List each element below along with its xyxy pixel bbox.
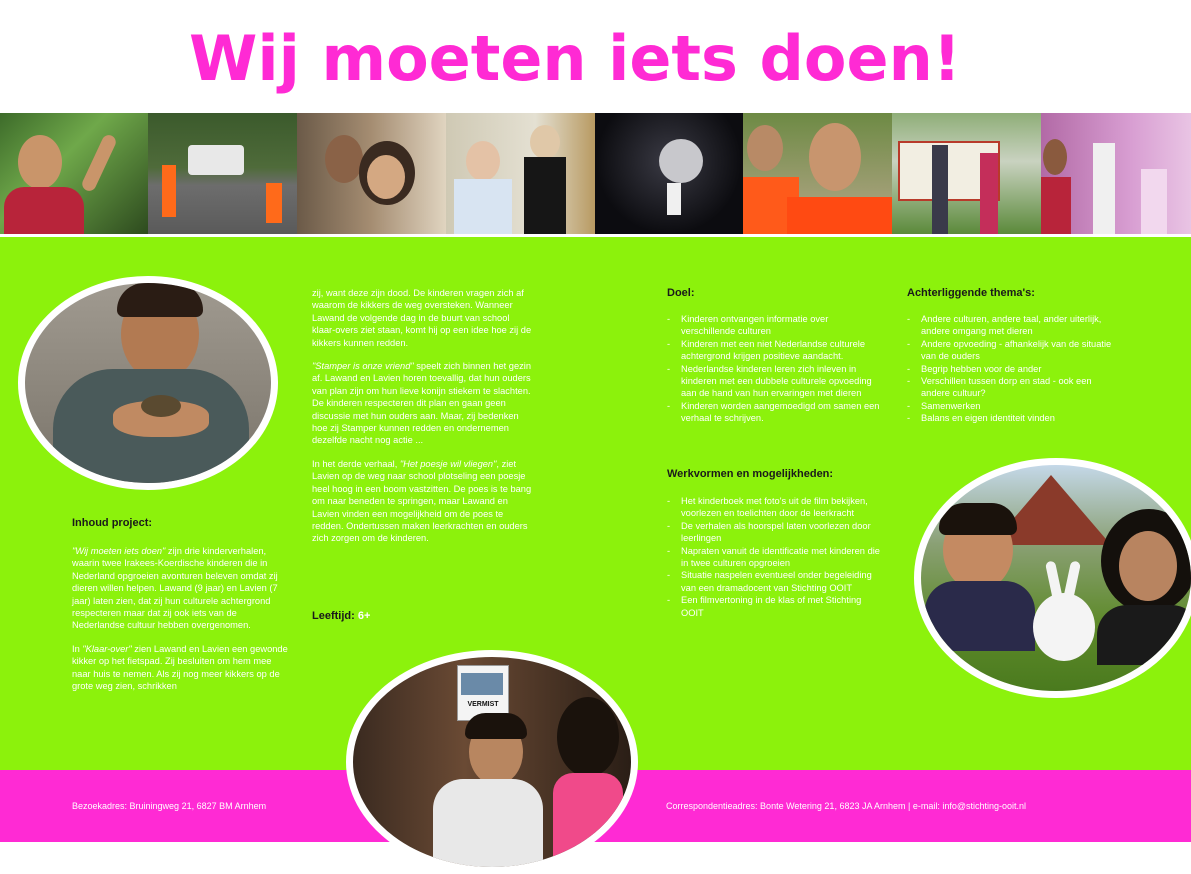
age-value: 6+ <box>357 610 371 622</box>
film-still-strip <box>0 113 1191 234</box>
story-paragraph-2: speelt zich binnen het gezin af. Lawand en Lavien horen toevallig, dat hun ouders van plan zijn om hun lieve konijn stiekem te slachten. De kinderen respecteren dit plan en gaan geen discussie met hun ouders aan. Maar, zij bedenken hoe zij Stamper kunnen redden en ondernemen dezelfde nacht nog actie ... <box>312 361 532 446</box>
list-item: - Nederlandse kinderen leren zich inleven in kinderen met een dubbele culturele opvoeding aan de hand van hun ervaringen met dieren <box>667 363 883 400</box>
list-item: - Het kinderboek met foto's uit de film bekijken, voorlezen en toelichten door de leerkracht <box>667 495 883 520</box>
list-item: - Begrip hebben voor de ander <box>907 363 1121 375</box>
page-title: Wij moeten iets doen! <box>188 22 961 95</box>
themas-heading: Achterliggende thema's: <box>907 287 1035 299</box>
missing-sign-text: VERMIST <box>467 701 499 708</box>
story-paragraph-1: zij, want deze zijn dood. De kinderen vragen zich af waarom de kikkers de weg oversteken. Wanneer Lawand de volgende dag in de buurt van school klaar-overs ziet staan, komt hij op een idee hoe zij de kikkers kunnen redden. <box>312 288 532 348</box>
title-quote: "Wij moeten iets doen" <box>72 546 166 556</box>
intro-text <box>72 545 288 703</box>
age-line <box>312 610 370 622</box>
story-2-title: "Stamper is onze vriend" <box>312 361 414 372</box>
themas-list <box>907 313 1121 425</box>
list-item: - Napraten vanuit de identificatie met kinderen die in twee culturen opgroeien <box>667 545 883 570</box>
correspondence-address: Correspondentieadres: Bonte Wetering 21, 6823 JA Arnhem | e-mail: info@stichting-ooit.nl <box>666 801 1027 811</box>
list-item: - Verschillen tussen dorp en stad - ook een andere cultuur? <box>907 375 1121 400</box>
film-still-night-dish <box>595 113 743 234</box>
werkvormen-list-wrap <box>667 495 883 619</box>
list-item: - Een filmvertoning in de klas of met Stichting OOIT <box>667 594 883 619</box>
intro-paragraph-1: zijn drie kinderverhalen, waarin twee Irakees-Koerdische kinderen die in Nederland opgroeien avonturen beleven omdat zij dieren willen helpen. Lawand (9 jaar) en Lavien (7 jaar) laten zien, dat zij hun culturele achtergrond respecteren maar dat zij ook iets van de Nederlandse cultuur hebben overgenomen. <box>72 546 278 631</box>
film-still-boy-shouting <box>0 113 148 234</box>
film-still-caravan <box>892 113 1041 234</box>
list-item: - Kinderen ontvangen informatie over verschillende culturen <box>667 313 883 338</box>
photo-boy-with-frog <box>18 276 278 490</box>
list-item: - Samenwerken <box>907 400 1121 412</box>
list-item: - De verhalen als hoorspel laten voorlezen door leerlingen <box>667 520 883 545</box>
visit-address: Bezoekadres: Bruiningweg 21, 6827 BM Arnhem <box>72 801 267 811</box>
film-still-road-police <box>148 113 297 234</box>
list-item: - Andere culturen, andere taal, ander uiterlijk, andere omgang met dieren <box>907 313 1121 338</box>
story-1-title: "Klaar-over" <box>82 643 132 654</box>
story-paragraph-3: , ziet Lavien op de weg naar school plotseling een poesje heel hoog in een boom vastzitten. De poes is te bang om naar beneden te springen, maar Lawand en Lavien vinden een mogelijkheid om de poes te redden. Ondertussen maken leerkrachten en ouders zich zorgen om de kinderen. <box>312 458 532 544</box>
doel-list-wrap <box>667 313 883 425</box>
list-item: - Andere opvoeding - afhankelijk van de situatie van de ouders <box>907 338 1121 363</box>
list-item: - Kinderen met een niet Nederlandse culturele achtergrond krijgen positieve aandacht. <box>667 338 883 363</box>
list-item: - Balans en eigen identiteit vinden <box>907 412 1121 424</box>
themas-list-wrap <box>907 313 1121 425</box>
film-still-office <box>446 113 595 234</box>
list-item: - Situatie naspelen eventueel onder begeleiding van een dramadocent van Stichting OOIT <box>667 569 883 594</box>
doel-list <box>667 313 883 425</box>
age-label: Leeftijd: <box>312 610 355 622</box>
photo-children-with-rabbit <box>914 458 1191 698</box>
story-text <box>312 287 534 556</box>
list-item: - Kinderen worden aangemoedigd om samen een verhaal te schrijven. <box>667 400 883 425</box>
werkvormen-heading: Werkvormen en mogelijkheden: <box>667 468 834 480</box>
intro-p2-prefix: In <box>72 643 83 654</box>
film-still-children-orange <box>743 113 892 234</box>
story-p3-prefix: In het derde verhaal, <box>312 458 400 469</box>
intro-paragraph-2: zien Lawand en Lavien een gewonde kikker op het fietspad. Zij besluiten om hem mee naar huis te nemen. Als zij nog meer kikkers op de grote weg zien, schrikken <box>72 643 288 692</box>
photo-children-at-tree <box>346 650 638 874</box>
werkvormen-list <box>667 495 883 619</box>
film-still-family-talk <box>297 113 446 234</box>
story-3-title: "Het poesje wil vliegen" <box>399 458 497 469</box>
intro-heading: Inhoud project: <box>72 517 153 529</box>
doel-heading: Doel: <box>667 287 695 299</box>
film-still-pink-room <box>1041 113 1191 234</box>
